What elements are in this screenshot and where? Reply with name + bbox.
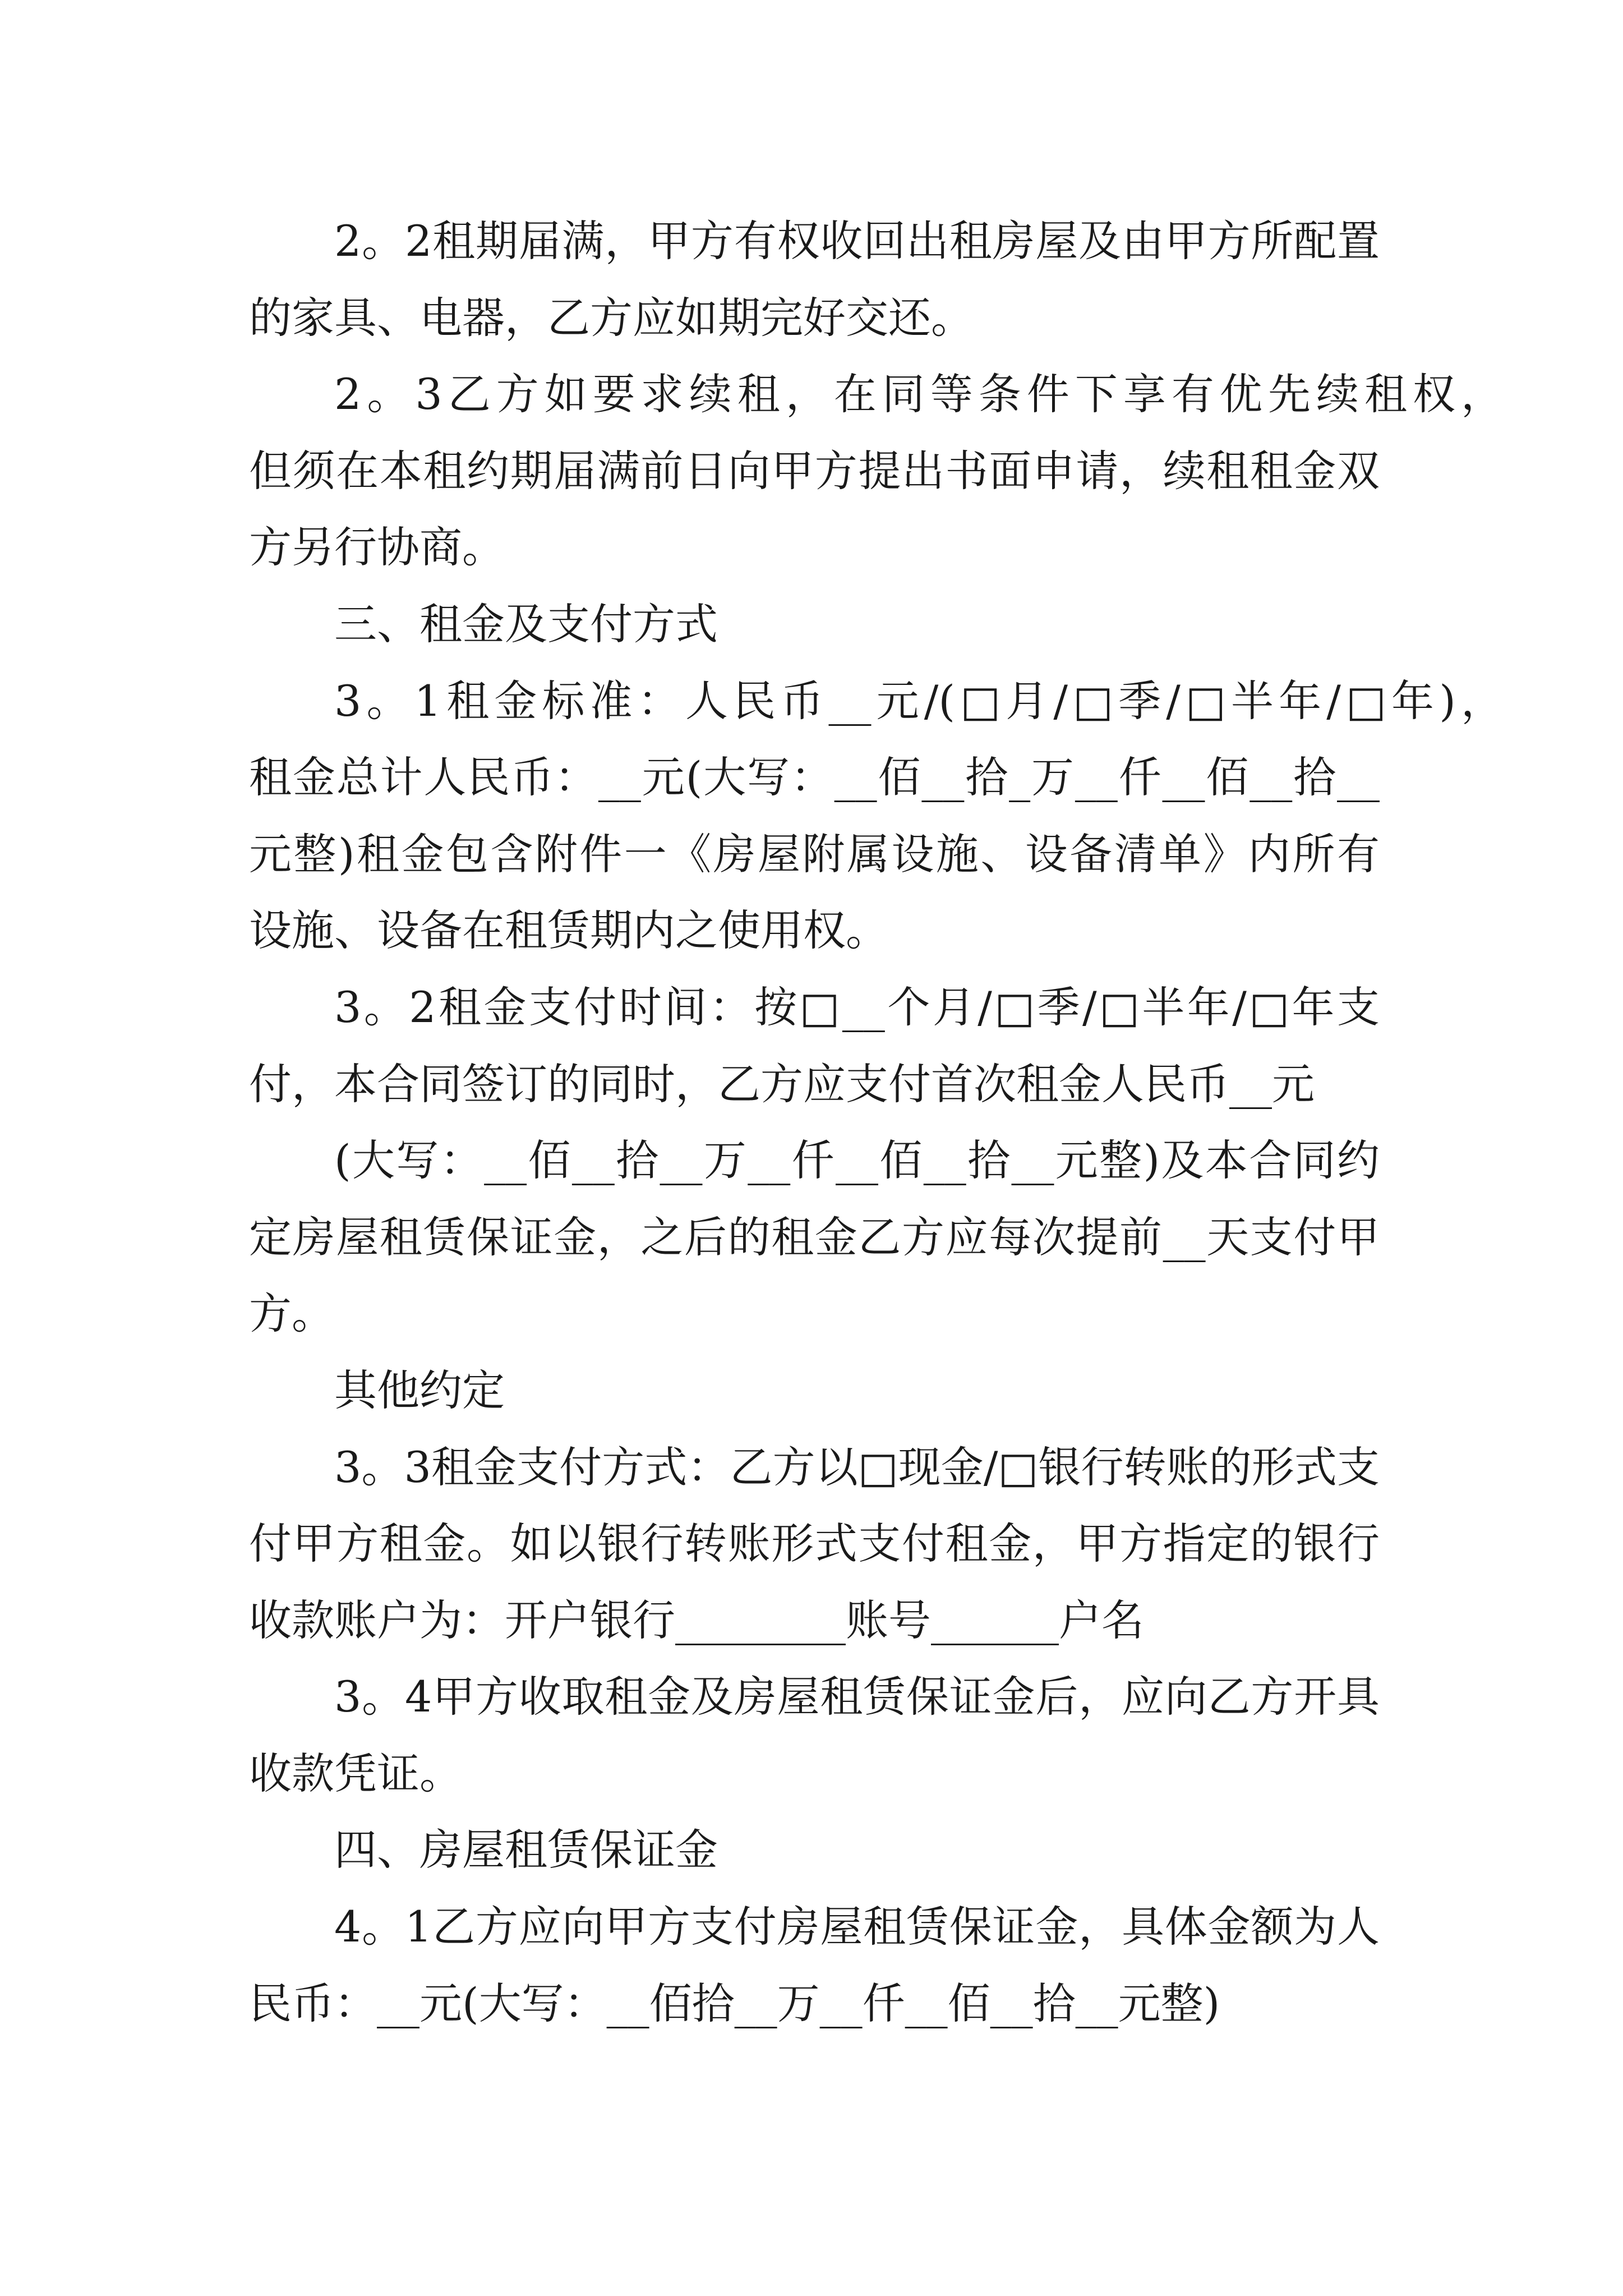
text-line: 方。 bbox=[249, 1289, 334, 1339]
text-line: 其他约定 bbox=[334, 1365, 505, 1415]
text-line: 3。3租金支付方式：乙方以□现金/□银行转账的形式支 bbox=[334, 1442, 1380, 1492]
text-line: 付，本合同签订的同时，乙方应支付首次租金人民币__元 bbox=[249, 1059, 1315, 1109]
text-line: 4。1乙方应向甲方支付房屋租赁保证金，具体金额为人 bbox=[334, 1902, 1380, 1952]
text-line: 元整)租金包含附件一《房屋附属设施、设备清单》内所有 bbox=[249, 829, 1380, 879]
text-line: 租金总计人民币：__元(大写：__佰__拾_万__仟__佰__拾__ bbox=[249, 752, 1380, 803]
text-line: 收款账户为：开户银行________账号______户名 bbox=[249, 1595, 1144, 1645]
text-line: 3。2租金支付时间：按□__个月/□季/□半年/□年支 bbox=[334, 982, 1380, 1032]
text-line: (大写：__佰__拾__万__仟__佰__拾__元整)及本合同约 bbox=[334, 1135, 1380, 1186]
text-line: 设施、设备在租赁期内之使用权。 bbox=[249, 905, 888, 956]
text-line: 定房屋租赁保证金，之后的租金乙方应每次提前__天支付甲 bbox=[249, 1212, 1380, 1262]
text-line: 四、房屋租赁保证金 bbox=[334, 1825, 718, 1875]
text-line: 付甲方租金。如以银行转账形式支付租金，甲方指定的银行 bbox=[249, 1519, 1380, 1569]
text-line: 收款凭证。 bbox=[249, 1748, 462, 1798]
text-line: 2。3乙方如要求续租，在同等条件下享有优先续租权， bbox=[334, 369, 1504, 420]
text-line: 2。2租期届满，甲方有权收回出租房屋及由甲方所配置 bbox=[334, 216, 1380, 266]
document-body bbox=[249, 203, 1504, 2042]
text-line: 但须在本租约期届满前日向甲方提出书面申请，续租租金双 bbox=[249, 445, 1380, 496]
text-line: 民币：__元(大写：__佰拾__万__仟__佰__拾__元整) bbox=[249, 1978, 1220, 2028]
text-line: 方另行协商。 bbox=[249, 522, 505, 573]
text-line: 的家具、电器，乙方应如期完好交还。 bbox=[249, 292, 974, 343]
text-line: 3。1租金标准：人民币__元/(□月/□季/□半年/□年)， bbox=[334, 675, 1504, 726]
text-line: 3。4甲方收取租金及房屋租赁保证金后，应向乙方开具 bbox=[334, 1672, 1380, 1722]
text-line: 三、租金及支付方式 bbox=[334, 599, 718, 649]
